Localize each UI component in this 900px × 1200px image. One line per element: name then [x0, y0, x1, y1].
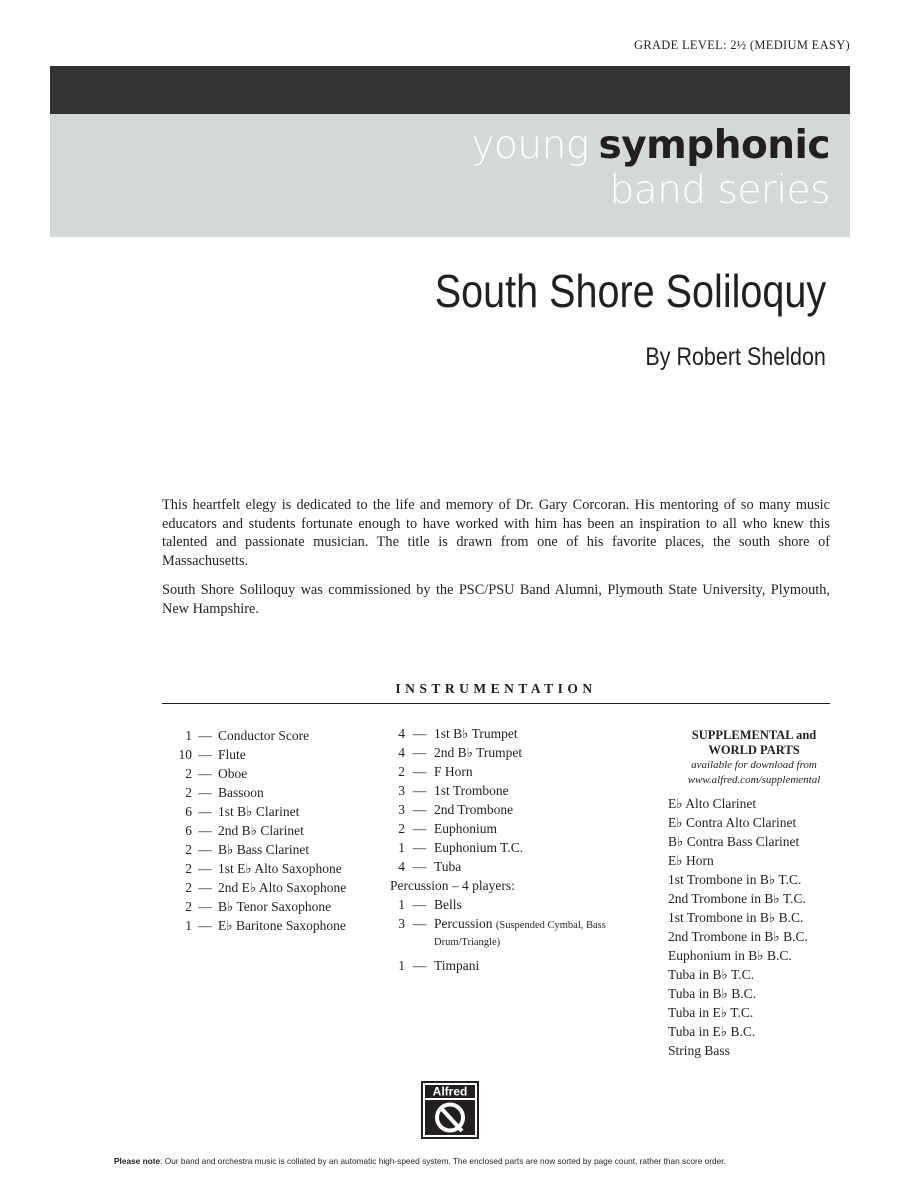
instrument-qty: 6 — [185, 823, 192, 838]
instrument-qty: 4 — [398, 726, 405, 741]
separator-dash: — — [412, 897, 427, 912]
instrument-row — [162, 764, 346, 783]
instrument-name: Percussion — [434, 916, 493, 931]
instrument-qty: 2 — [185, 842, 192, 857]
instrument-name: Bells — [434, 897, 462, 912]
separator-dash: — — [198, 880, 212, 895]
instrument-name: Conductor Score — [218, 728, 310, 743]
instrument-name: 1st B♭ Clarinet — [218, 804, 300, 819]
instrument-row — [162, 726, 346, 745]
supplemental-item: E♭ Contra Alto Clarinet — [668, 815, 797, 830]
instrument-name: 2nd B♭ Trumpet — [434, 745, 523, 760]
instrument-detail: (Suspended Cymbal, Bass Drum/Triangle) — [434, 920, 606, 948]
description-paragraph: South Shore Soliloquy was commissioned by the PSC/PSU Band Alumni, Plymouth State University, Plymouth, New Hampshire. — [162, 582, 830, 617]
instrument-qty: 2 — [185, 785, 192, 800]
footer-note — [114, 1156, 726, 1166]
supplemental-parts — [668, 728, 844, 1060]
instrument-qty: 1 — [398, 897, 405, 912]
separator-dash: — — [412, 764, 427, 779]
instrument-name: 1st E♭ Alto Saxophone — [218, 861, 342, 876]
instrument-qty: 1 — [398, 958, 405, 973]
instrument-qty: 2 — [398, 821, 405, 836]
grade-level: GRADE LEVEL: 2½ (MEDIUM EASY) — [634, 38, 850, 52]
series-word-symphonic: symphonic — [598, 123, 830, 168]
instrument-name: Flute — [218, 747, 246, 762]
instrument-qty: 4 — [398, 859, 405, 874]
instrument-name: Euphonium T.C. — [434, 840, 524, 855]
description-paragraph: This heartfelt elegy is dedicated to the life and memory of Dr. Gary Corcoran. His mentoring of so many music educators and students fortunate enough to have worked with him has been an inspiration to all who knew this talented and passionate musician. The title is drawn from one of his favorite places, the south shore of Massachusetts. — [162, 497, 830, 569]
instrument-name: E♭ Baritone Saxophone — [218, 918, 346, 933]
supplemental-heading: SUPPLEMENTAL and WORLD PARTS — [691, 728, 817, 757]
instrument-row — [162, 916, 346, 935]
instrument-row — [162, 745, 346, 764]
instrument-column-1 — [162, 726, 346, 935]
footer-note-text: : Our band and orchestra music is collated by an automatic high-speed system. The enclosed parts are now sorted by page count, rather than score order. — [160, 1156, 726, 1166]
separator-dash: — — [198, 804, 212, 819]
separator-dash: — — [198, 747, 212, 762]
series-line-band-series: band series — [609, 168, 830, 213]
separator-dash: — — [198, 899, 212, 914]
percussion-heading: Percussion – 4 players: — [390, 878, 515, 893]
supplemental-item: Tuba in E♭ T.C. — [668, 1005, 754, 1020]
separator-dash: — — [198, 728, 212, 743]
separator-dash: — — [198, 823, 212, 838]
supplemental-availability: available for download from www.alfred.com/supplemental — [687, 759, 821, 786]
separator-dash: — — [412, 821, 427, 836]
supplemental-item: Tuba in E♭ B.C. — [668, 1024, 756, 1039]
supplemental-item: 1st Trombone in B♭ T.C. — [668, 872, 802, 887]
instrument-row — [162, 783, 346, 802]
instrument-name: 1st B♭ Trumpet — [434, 726, 518, 741]
series-word-young: young — [471, 123, 589, 168]
instrument-row — [390, 916, 624, 950]
instrument-qty: 4 — [398, 745, 405, 760]
instrument-row — [162, 821, 346, 840]
alfred-logo — [421, 1081, 479, 1139]
instrument-qty: 10 — [178, 747, 192, 762]
instrument-qty: 2 — [185, 899, 192, 914]
supplemental-item: E♭ Alto Clarinet — [668, 796, 757, 811]
instrument-qty: 2 — [185, 880, 192, 895]
composer-credit: By Robert Sheldon — [645, 343, 826, 371]
piece-title: South Shore Soliloquy — [434, 265, 826, 317]
separator-dash: — — [412, 916, 427, 931]
separator-dash: — — [412, 958, 427, 973]
instrument-qty: 3 — [398, 783, 405, 798]
separator-dash: — — [412, 802, 427, 817]
instrument-row — [162, 859, 346, 878]
separator-dash: — — [198, 785, 212, 800]
separator-dash: — — [412, 783, 427, 798]
separator-dash: — — [198, 766, 212, 781]
series-banner — [50, 114, 850, 237]
instrument-row — [390, 762, 624, 781]
instrument-qty: 6 — [185, 804, 192, 819]
instrument-name: F Horn — [434, 764, 473, 779]
instrument-row — [390, 781, 624, 800]
separator-dash: — — [412, 745, 427, 760]
instrument-row — [162, 840, 346, 859]
instrument-name: Timpani — [434, 958, 480, 973]
instrument-row — [390, 724, 624, 743]
header-dark-bar — [50, 66, 850, 114]
separator-dash: — — [198, 842, 212, 857]
instrument-name: 1st Trombone — [434, 783, 509, 798]
footer-note-label: Please note — [114, 1156, 161, 1166]
supplemental-item: Tuba in B♭ B.C. — [668, 986, 757, 1001]
instrument-row — [390, 819, 624, 838]
supplemental-item: Euphonium in B♭ B.C. — [668, 948, 792, 963]
instrument-name: B♭ Tenor Saxophone — [218, 899, 332, 914]
supplemental-item: 2nd Trombone in B♭ T.C. — [668, 891, 806, 906]
instrumentation-divider — [162, 703, 830, 704]
instrument-qty: 3 — [398, 802, 405, 817]
instrument-row — [162, 878, 346, 897]
series-wordmark — [471, 123, 830, 213]
supplemental-item: 1st Trombone in B♭ B.C. — [668, 910, 804, 925]
instrument-qty: 1 — [398, 840, 405, 855]
separator-dash: — — [412, 726, 427, 741]
separator-dash: — — [198, 918, 212, 933]
supplemental-item: E♭ Horn — [668, 853, 714, 868]
separator-dash: — — [412, 859, 427, 874]
instrument-row — [390, 956, 624, 975]
supplemental-item: 2nd Trombone in B♭ B.C. — [668, 929, 808, 944]
instrument-qty: 1 — [185, 918, 192, 933]
instrument-row — [162, 802, 346, 821]
instrument-row — [390, 895, 624, 914]
instrument-name: B♭ Bass Clarinet — [218, 842, 310, 857]
instrument-name: 2nd B♭ Clarinet — [218, 823, 304, 838]
separator-dash: — — [198, 861, 212, 876]
logo-text: Alfred — [432, 1084, 468, 1099]
supplemental-list — [668, 794, 844, 1060]
instrument-name: 2nd Trombone — [434, 802, 514, 817]
instrument-row — [390, 743, 624, 762]
instrument-name: Tuba — [434, 859, 462, 874]
instrument-qty: 3 — [398, 916, 405, 931]
instrument-name: Oboe — [218, 766, 248, 781]
instrument-name: 2nd E♭ Alto Saxophone — [218, 880, 347, 895]
description — [162, 496, 830, 629]
instrument-name: Euphonium — [434, 821, 497, 836]
instrument-row — [162, 897, 346, 916]
instrument-column-2 — [390, 724, 624, 975]
instrument-row — [390, 857, 624, 876]
separator-dash: — — [412, 840, 427, 855]
instrument-qty: 2 — [185, 861, 192, 876]
supplemental-item: B♭ Contra Bass Clarinet — [668, 834, 800, 849]
instrument-qty: 1 — [185, 728, 192, 743]
instrument-qty: 2 — [185, 766, 192, 781]
instrument-row — [390, 838, 624, 857]
instrument-name: Bassoon — [218, 785, 264, 800]
supplemental-item: Tuba in B♭ T.C. — [668, 967, 755, 982]
instrument-row — [390, 800, 624, 819]
instrumentation-heading: INSTRUMENTATION — [395, 681, 597, 696]
instrument-qty: 2 — [398, 764, 405, 779]
supplemental-item: String Bass — [668, 1043, 730, 1058]
